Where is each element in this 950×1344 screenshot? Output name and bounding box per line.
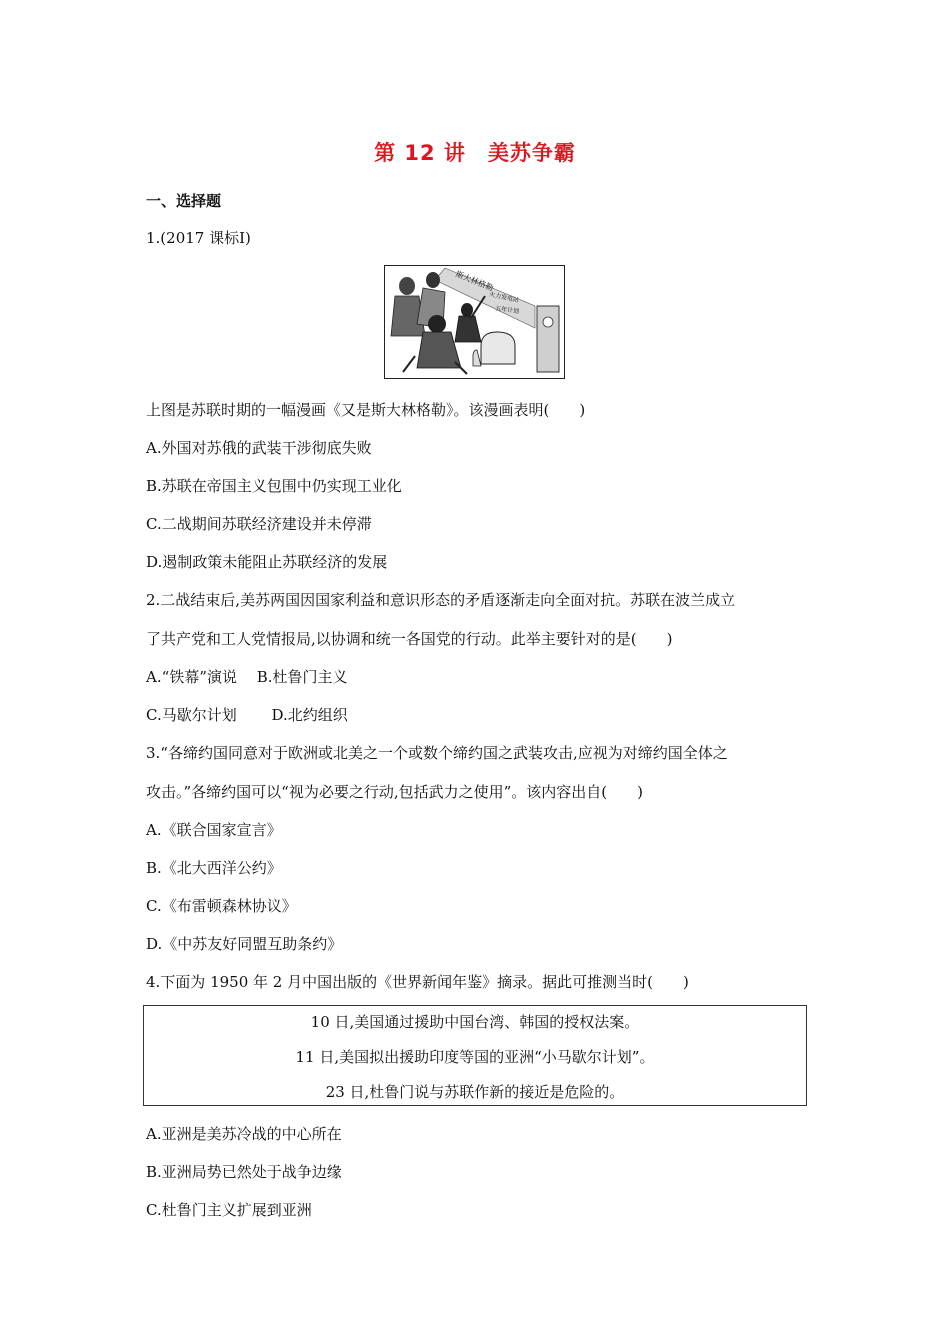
q3-option-d: D.《中苏友好同盟互助条约》 (146, 935, 343, 953)
q1-stem: 上图是苏联时期的一幅漫画《又是斯大林格勒》。该漫画表明( ) (146, 401, 586, 419)
q1-option-b: B.苏联在帝国主义包围中仍实现工业化 (146, 477, 402, 495)
table-row: 10 日,美国通过援助中国台湾、韩国的授权法案。 (310, 1013, 640, 1031)
q1-option-c: C.二战期间苏联经济建设并未停滞 (146, 515, 372, 533)
q2-stem-line2: 了共产党和工人党情报局,以协调和统一各国党的行动。此举主要针对的是( ) (146, 630, 673, 648)
q3-stem-line1: 3.“各缔约国同意对于欧洲或北美之一个或数个缔约国之武装攻击,应视为对缔约国全体之 (146, 744, 728, 762)
cartoon-label-power-station: 火力发电站 (488, 291, 520, 305)
cartoon-figure (384, 265, 565, 379)
q2-options-row2: C.马歇尔计划 D.北约组织 (146, 706, 348, 724)
q1-source: 1.(2017 课标Ⅰ) (146, 229, 251, 247)
section-heading: 一、选择题 (146, 192, 222, 210)
q2-options-row1: A.“铁幕”演说 B.杜鲁门主义 (146, 668, 348, 686)
q3-option-b: B.《北大西洋公约》 (146, 859, 282, 877)
cartoon-drawing (385, 266, 563, 377)
q3-option-a: A.《联合国家宣言》 (146, 821, 282, 839)
q4-option-a: A.亚洲是美苏冷战的中心所在 (146, 1125, 342, 1143)
cartoon-label-five-year-plan: 五年计划 (494, 305, 520, 316)
yearbook-excerpt-table (143, 1005, 807, 1106)
q1-option-a: A.外国对苏俄的武装干涉彻底失败 (146, 439, 372, 457)
table-row: 23 日,杜鲁门说与苏联作新的接近是危险的。 (325, 1083, 625, 1101)
cartoon-label-stalingrad: 斯大林格勒 (454, 269, 495, 293)
page-title: 第 12 讲 美苏争霸 (374, 141, 576, 165)
q2-stem-line1: 2.二战结束后,美苏两国因国家利益和意识形态的矛盾逐渐走向全面对抗。苏联在波兰成立 (146, 591, 736, 609)
q4-option-c: C.杜鲁门主义扩展到亚洲 (146, 1201, 312, 1219)
q4-option-b: B.亚洲局势已然处于战争边缘 (146, 1163, 342, 1181)
q1-option-d: D.遏制政策未能阻止苏联经济的发展 (146, 553, 388, 571)
q3-option-c: C.《布雷顿森林协议》 (146, 897, 297, 915)
q3-stem-line2: 攻击。”各缔约国可以“视为必要之行动,包括武力之使用”。该内容出自( ) (146, 783, 643, 801)
table-row: 11 日,美国拟出援助印度等国的亚洲“小马歇尔计划”。 (295, 1048, 655, 1066)
q4-stem: 4.下面为 1950 年 2 月中国出版的《世界新闻年鉴》摘录。据此可推测当时( ) (146, 973, 689, 991)
